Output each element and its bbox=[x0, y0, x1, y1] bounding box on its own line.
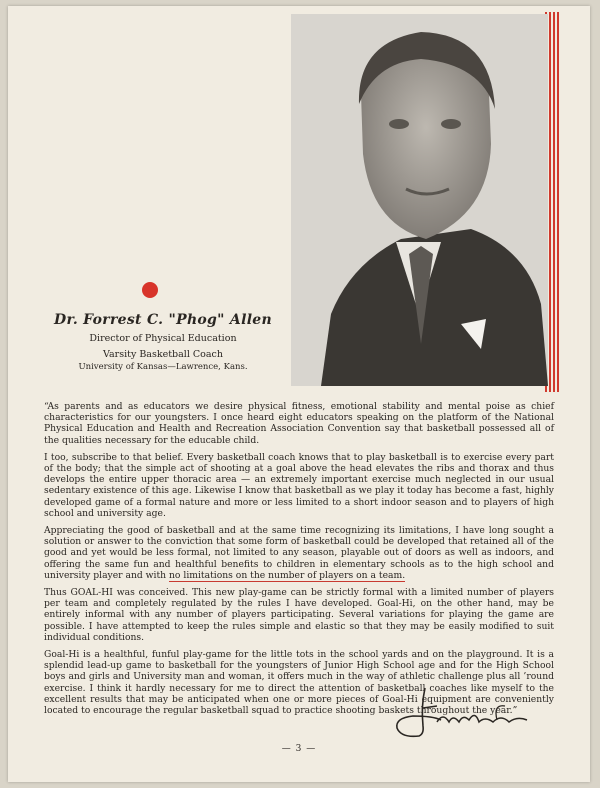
paragraph-3-text: Appreciating the good of basketball and at the same time recognizing its limitations, I have long sought a solution or answer to the conviction that some form of basketball could be developed that retained all of the good and yet would be less formal, not limited to any season, playable out of doors as well as indoors, and offering the same fun and healthful benefits to children in elementary schools as to the high school and university player and with bbox=[44, 525, 554, 581]
caption-affiliation: University of Kansas—Lawrence, Kans. bbox=[78, 362, 248, 372]
page-number: — 3 — bbox=[281, 744, 317, 754]
caption-title-2: Varsity Basketball Coach bbox=[103, 349, 223, 360]
paragraph-5: Goal-Hi is a healthful, funful play-game for the little tots in the school yards and on the playground. It is a splendid lead-up game to basketball for the youngsters of Junior High School age and for the High School boys and girls and University man and woman, it offers much in the way of athletic challenge plus all ’round exercise. I think it hardly necessary for me to direct the attention of basketball coaches like myself to the excellent results that may be anticipated when one or more pieces of Goal-Hi equipment are conveniently located to encourage the regular basketball squad to practice shooting baskets throughout the year.” bbox=[44, 649, 554, 717]
red-dot-ornament bbox=[142, 282, 158, 298]
paragraph-3-underlined: no limitations on the number of players on a team. bbox=[169, 569, 406, 581]
caption-title-1: Director of Physical Education bbox=[89, 333, 237, 344]
document-page bbox=[8, 6, 590, 782]
portrait-photo bbox=[291, 14, 548, 386]
paragraph-2: I too, subscribe to that belief. Every basketball coach knows that to play basketball is to exercise every part of the body; that the simple act of shooting at a goal above the head elevates the ribs and thorax and thus develops the entire upper thoracic area — an extremely important exercise much neglected in our usual sedentary existence of this age. Likewise I know that basketball as we play it today has become a fast, highly developed game of a formal nature and more or less limited to a short indoor season and to players of high school and university age. bbox=[44, 451, 554, 519]
body-text bbox=[44, 401, 554, 722]
caption-name: Dr. Forrest C. "Phog" Allen bbox=[54, 312, 272, 328]
paragraph-1: “As parents and as educators we desire physical fitness, emotional stability and mental poise as chief characteristics for our youngsters. I once heard eight educators speaking on the platform of the National Physical Education and Health and Recreation Association Convention say that basketball possessed all of the qualities necessary for the educable child. bbox=[44, 401, 554, 446]
signature bbox=[393, 686, 543, 741]
paragraph-3 bbox=[44, 525, 554, 581]
paragraph-4: Thus GOAL-HI was conceived. This new play-game can be strictly formal with a limited number of players per team and completely regulated by the rules I have developed. Goal-Hi, on the other hand, may be entirely informal with any number of players participating. Several variations for playing the game are possible. I have attempted to keep the rules simple and elastic so that they may be easily modified to suit individual conditions. bbox=[44, 587, 554, 643]
